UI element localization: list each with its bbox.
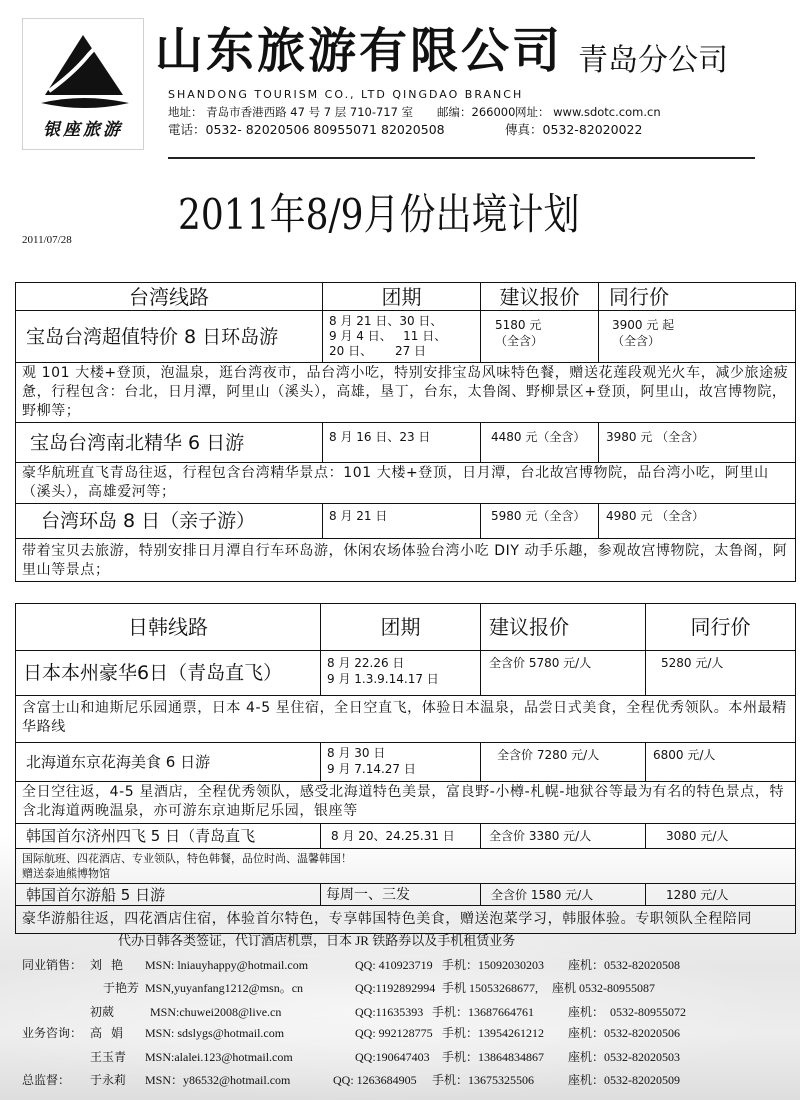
document-title: 2011年8/9月份出境计划: [178, 191, 580, 240]
tour-dates: [323, 423, 481, 463]
table-row: [16, 463, 796, 504]
document-date: 2011/07/28: [22, 234, 72, 246]
contact-landline: 座机：0532-82020503: [568, 1050, 680, 1064]
contact-landline: 座机： 0532-80955072: [568, 1005, 686, 1019]
tour-description: 豪华航班直飞青岛往返，行程包含台湾精华景点：101 大楼+登顶，日月潭，台北故宫博物院，品台湾小吃，阿里山（溪头），高雄爱河等；: [16, 463, 796, 504]
company-logo: [22, 18, 144, 150]
tour-date-line: 8 月 22.26 日: [327, 656, 405, 670]
contact-mobile: 手机 15053268677,: [442, 981, 539, 995]
header-route: 日韩线路: [16, 604, 321, 651]
taiwan-routes-table: [15, 282, 796, 582]
tour-trade-price: 5280 元/人: [646, 651, 796, 696]
tour-price: 全含价 3380 元/人: [481, 824, 646, 849]
contact-qq: QQ:1192892994: [355, 981, 436, 995]
tour-description: [16, 849, 796, 884]
contact-landline: 座机：0532-82020509: [568, 1073, 680, 1087]
table-row: [16, 884, 796, 906]
contact-mobile: 手机：13954261212: [442, 1026, 545, 1040]
company-fax: 傳真：0532-82020022: [505, 122, 643, 137]
contact-msn: MSN,yuyanfang1212@msn。cn: [145, 981, 304, 995]
contact-msn: MSN: sdslygs@hotmail.com: [145, 1026, 285, 1040]
contact-row: [0, 1002, 800, 1022]
contact-msn: MSN: lniauyhappy@hotmail.com: [145, 958, 309, 972]
tour-trade-price: 3080 元/人: [646, 824, 796, 849]
company-title-box: [152, 18, 738, 88]
contact-mobile: 手机：13675325506: [432, 1073, 535, 1087]
table-row: [16, 363, 796, 423]
trade-price-value: 3900 元 起: [612, 318, 675, 332]
tour-description: 豪华游船往返，四花酒店住宿，体验首尔特色，专享韩国特色美食，赠送泡菜学习，韩服体验。专职领队全程陪同: [16, 906, 796, 934]
tour-dates: [323, 504, 481, 539]
tour-description-line: 赠送泰迪熊博物馆: [22, 867, 110, 880]
tour-name: 韩国首尔游船 5 日游: [16, 884, 321, 906]
company-phone: 電话：0532- 82020506 80955071 82020508: [168, 122, 445, 137]
contact-name: 高 娟: [90, 1026, 124, 1040]
header-suggested-price: 建议报价: [481, 283, 599, 311]
table-row: [16, 906, 796, 934]
header-dates: 团期: [323, 283, 481, 311]
tour-price: [481, 504, 599, 539]
contact-name: 刘 艳: [90, 958, 124, 972]
contact-qq: QQ: 410923719: [355, 958, 433, 972]
table-row: [16, 696, 796, 743]
table-row: [16, 782, 796, 824]
tour-trade-price: 1280 元/人: [646, 884, 796, 906]
price-note: （全含）: [495, 334, 544, 348]
contact-mobile: 手机：13687664761: [432, 1005, 535, 1019]
tour-trade-price: 6800 元/人: [646, 743, 796, 782]
trade-price-value: 4980 元 （全含）: [606, 509, 705, 523]
header-divider: [168, 157, 755, 159]
tour-dates: 每周一、三发: [321, 884, 481, 906]
contact-qq: QQ: 992128775: [355, 1026, 433, 1040]
tour-description-line: 国际航班、四花酒店、专业领队，特色韩餐，品位时尚、温馨韩国！: [22, 852, 352, 865]
table-header-row: [16, 604, 796, 651]
table-row: [16, 311, 796, 363]
contact-name: 王玉青: [90, 1050, 127, 1064]
services-note: 代办日韩各类签证，代订酒店机票，日本 JR 铁路券以及手机租赁业务: [118, 933, 516, 948]
tour-dates: [321, 743, 481, 782]
table-row: [16, 504, 796, 539]
tour-trade-price: [599, 504, 796, 539]
tour-price: [481, 311, 599, 363]
header-trade-price: 同行价: [646, 604, 796, 651]
tour-name: 宝岛台湾南北精华 6 日游: [16, 423, 323, 463]
header-dates: 团期: [321, 604, 481, 651]
tour-name: 日本本州豪华6日（青岛直飞）: [16, 651, 321, 696]
contact-row: [0, 978, 800, 998]
tour-description: 全日空往返，4-5 星酒店，全程优秀领队，感受北海道特色美景，富良野-小樽-札幌-地狱谷等最为有名的特色景点，特含北海道两晚温泉，亦可游东京迪斯尼乐园，银座等: [16, 782, 796, 824]
table-row: [16, 849, 796, 884]
header-trade-price: 同行价: [599, 283, 796, 311]
tour-dates: [323, 311, 481, 363]
tour-date-line: 8 月 20、24.25.31 日: [331, 829, 455, 843]
tour-description: 含富士山和迪斯尼乐园通票，日本 4-5 星住宿，全日空直飞，体验日本温泉，品尝日式美食，全程优秀领队。本州最精华路线: [16, 696, 796, 743]
tour-price: 全含价 1580 元/人: [481, 884, 646, 906]
company-name: 山东旅游有限公司: [155, 23, 564, 79]
price-value: 4480 元（全含）: [491, 430, 586, 444]
header-route: 台湾线路: [16, 283, 323, 311]
table-row: [16, 824, 796, 849]
table-row: [16, 651, 796, 696]
contact-msn: MSN:chuwei2008@live.cn: [150, 1005, 282, 1019]
sail-logo-icon: [25, 25, 143, 117]
contact-role: 同业销售：: [22, 958, 83, 972]
tour-date-line: 9 月 4 日、 11 日、: [329, 329, 447, 343]
contact-landline: 座机 0532-80955087: [552, 981, 655, 995]
contact-landline: 座机：0532-82020508: [568, 958, 680, 972]
tour-date-line: 20 日、 27 日: [329, 344, 427, 358]
tour-price: [481, 423, 599, 463]
contact-qq: QQ: 1263684905: [333, 1073, 417, 1087]
tour-dates: [321, 824, 481, 849]
tour-date-line: 8 月 21 日、30 日、: [329, 314, 443, 328]
table-row: [16, 539, 796, 582]
contact-row: [0, 955, 800, 975]
contact-name: 于艳芳: [103, 981, 140, 995]
table-row: [16, 743, 796, 782]
tour-description: 观 101 大楼+登顶，泡温泉，逛台湾夜市，品台湾小吃，特别安排宝岛风味特色餐，赠送花莲段观光火车，减少旅途疲惫，行程包含：台北，日月潭，阿里山（溪头），高雄，垦丁，台东，太鲁阁、野柳景区+登顶，阿里山，故宫博物院，野柳等；: [16, 363, 796, 423]
contact-msn: MSN：y86532@hotmail.com: [145, 1073, 291, 1087]
tour-price: 全含价 7280 元/人: [481, 743, 646, 782]
tour-price: 全含价 5780 元/人: [481, 651, 646, 696]
contact-msn: MSN:alalei.123@hotmail.com: [145, 1050, 293, 1064]
japan-korea-routes-table: [15, 603, 796, 934]
trade-price-note: （全含）: [612, 334, 661, 348]
table-row: [16, 423, 796, 463]
contact-role: 总监督：: [22, 1073, 71, 1087]
tour-name: 北海道东京花海美食 6 日游: [16, 743, 321, 782]
company-address: 地址： 青岛市香港西路 47 号 7 层 710-717 室: [168, 105, 414, 119]
contact-name: 初葳: [90, 1005, 115, 1019]
contact-qq: QQ:190647403: [355, 1050, 430, 1064]
tour-date-line: 9 月 7.14.27 日: [327, 762, 416, 776]
company-postcode: 邮编：266000: [437, 105, 516, 119]
trade-price-value: 3980 元 （全含）: [606, 430, 705, 444]
tour-name: 宝岛台湾超值特价 8 日环岛游: [16, 311, 323, 363]
tour-trade-price: [599, 311, 796, 363]
contact-row: [0, 1047, 800, 1067]
tour-date-line: 8 月 30 日: [327, 746, 386, 760]
tour-name: 韩国首尔济州四飞 5 日（青岛直飞: [16, 824, 321, 849]
tour-trade-price: [599, 423, 796, 463]
contact-qq: QQ:11635393: [355, 1005, 424, 1019]
table-header-row: [16, 283, 796, 311]
contact-role: 业务咨询：: [22, 1026, 83, 1040]
contact-row: [0, 1023, 800, 1043]
tour-date-line: 8 月 16 日、23 日: [329, 430, 431, 444]
tour-name: 台湾环岛 8 日（亲子游）: [16, 504, 323, 539]
tour-date-line: 9 月 1.3.9.14.17 日: [327, 672, 439, 686]
contact-row: [0, 1070, 800, 1090]
contact-landline: 座机：0532-82020506: [568, 1026, 680, 1040]
contact-mobile: 手机：13864834867: [442, 1050, 545, 1064]
contact-mobile: 手机：15092030203: [442, 958, 545, 972]
company-website: 网址： www.sdotc.com.cn: [515, 105, 661, 119]
contact-name: 于永莉: [90, 1073, 127, 1087]
logo-caption: 银座旅游: [43, 120, 123, 140]
tour-description: 带着宝贝去旅游，特别安排日月潭自行车环岛游，休闲农场体验台湾小吃 DIY 动手乐趣，参观故宫博物院，太鲁阁，阿里山等景点；: [16, 539, 796, 582]
company-name-english: SHANDONG TOURISM CO., LTD QINGDAO BRANCH: [168, 88, 524, 101]
price-value: 5980 元（全含）: [491, 509, 586, 523]
header-suggested-price: 建议报价: [481, 604, 646, 651]
tour-date-line: 8 月 21 日: [329, 509, 388, 523]
price-value: 5180 元: [495, 318, 542, 332]
branch-name: 青岛分公司: [578, 43, 728, 78]
tour-dates: [321, 651, 481, 696]
